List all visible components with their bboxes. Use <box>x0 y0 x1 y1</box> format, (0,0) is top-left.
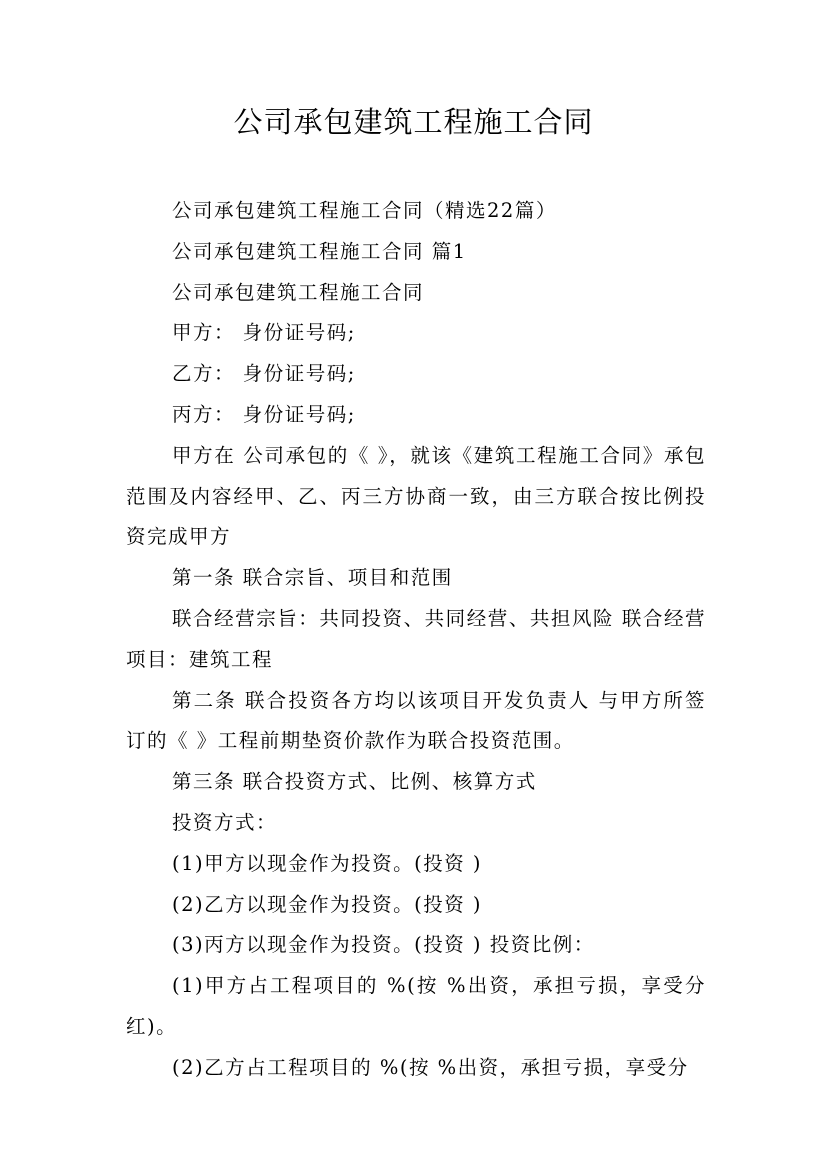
paragraph-investment-c: (3)丙方以现金作为投资。(投资 ) 投资比例： <box>172 933 595 957</box>
paragraph-investment-method: 投资方式： <box>172 810 278 834</box>
paragraph-investment-a: (1)甲方以现金作为投资。(投资 ) <box>172 851 483 875</box>
paragraph-ratio-b: (2)乙方占工程项目的 %(按 %出资，承担亏损，享受分 <box>172 1055 689 1079</box>
paragraph-article-heading: 公司承包建筑工程施工合同 篇1 <box>172 239 467 263</box>
paragraph-investment-b: (2)乙方以现金作为投资。(投资 ) <box>172 892 483 916</box>
paragraph-party-c: 丙方： 身份证号码; <box>172 402 356 426</box>
paragraph-subtitle: 公司承包建筑工程施工合同（精选22篇） <box>172 199 557 222</box>
paragraph-clause-1-body: 联合经营宗旨：共同投资、共同经营、共担风险 联合经营项目：建筑工程 <box>126 606 706 671</box>
paragraph-clause-2: 第二条 联合投资各方均以该项目开发负责人 与甲方所签订的《 》工程前期垫资价款作为联合投资范围。 <box>126 688 706 753</box>
paragraph-clause-1-heading: 第一条 联合宗旨、项目和范围 <box>172 566 453 590</box>
paragraph-contract-name: 公司承包建筑工程施工合同 <box>172 280 425 304</box>
paragraph-party-a: 甲方： 身份证号码; <box>172 321 356 345</box>
document-title: 公司承包建筑工程施工合同 <box>233 105 594 139</box>
document-body <box>126 191 706 1089</box>
paragraph-clause-3-heading: 第三条 联合投资方式、比例、核算方式 <box>172 770 537 794</box>
paragraph-party-b: 乙方： 身份证号码; <box>172 362 356 386</box>
paragraph-ratio-a: (1)甲方占工程项目的 %(按 %出资，承担亏损，享受分红)。 <box>126 974 706 1038</box>
paragraph-preamble: 甲方在 公司承包的《 》，就该《建筑工程施工合同》承包范围及内容经甲、乙、丙三方协商一致，由三方联合按比例投资完成甲方 <box>126 443 706 549</box>
